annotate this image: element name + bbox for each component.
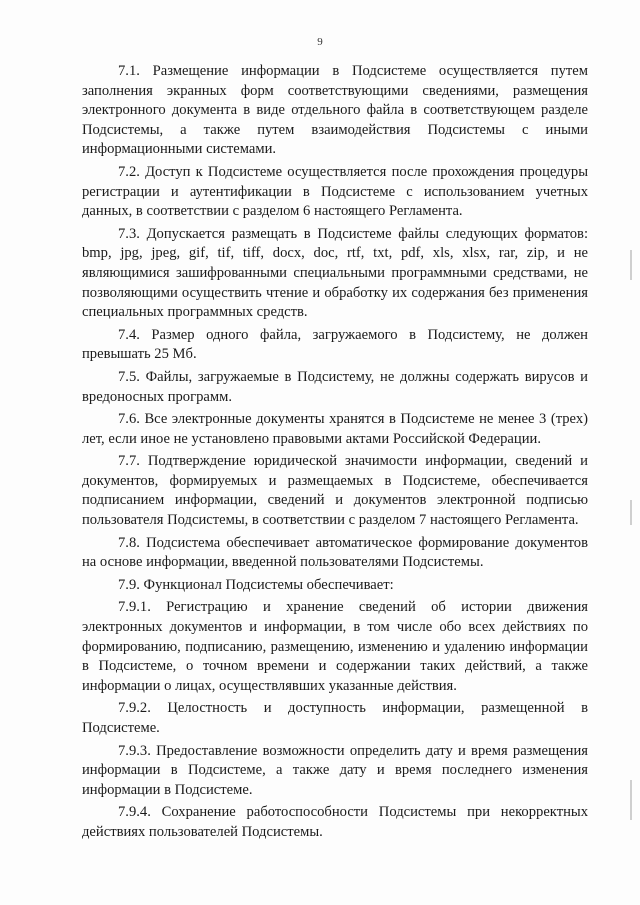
paragraph-7-9-4: 7.9.4. Сохранение работоспособности Подсистемы при некорректных действиях пользователей Подсистемы. [82,804,588,840]
document-body [82,62,588,843]
paragraph-7-9-2: 7.9.2. Целостность и доступность информации, размещенной в Подсистеме. [82,700,588,736]
paragraph-7-9-3: 7.9.3. Предоставление возможности определить дату и время размещения информации в Подсистеме, а также дату и время последнего изменения информации в Подсистеме. [82,742,588,798]
paragraph-7-6: 7.6. Все электронные документы хранятся в Подсистеме не менее 3 (трех) лет, если иное не установлено правовыми актами Российской Федерации. [82,411,588,447]
paragraph-7-1: 7.1. Размещение информации в Подсистеме осуществляется путем заполнения экранных форм соответствующими сведениями, размещения электронного документа в виде отдельного файла в соответствующем разделе Подсистемы, а также путем взаимодействия Подсистемы с иными информационными системами. [82,63,588,158]
scan-edge-mark [630,780,632,820]
paragraph-7-2: 7.2. Доступ к Подсистеме осуществляется после прохождения процедуры регистрации и аутентификации в Подсистеме с использованием учетных данных, в соответствии с разделом 6 настоящего Регламента. [82,163,588,220]
paragraph-7-5: 7.5. Файлы, загружаемые в Подсистему, не должны содержать вирусов и вредоносных программ. [82,368,588,405]
paragraph-7-4: 7.4. Размер одного файла, загружаемого в Подсистему, не должен превышать 25 Мб. [82,326,588,363]
paragraph-7-9-1: 7.9.1. Регистрацию и хранение сведений об истории движения электронных документов и информации, в том числе обо всех действиях по формированию, подписанию, размещению, изменению и удалению информации в Подсистеме, о точном времени и содержании таких действий, а также информации о лицах, осуществлявших указанные действия. [82,599,588,694]
page-number: 9 [317,36,323,48]
scan-edge-mark [630,250,632,280]
paragraph-7-3: 7.3. Допускается размещать в Подсистеме файлы следующих форматов: bmp, jpg, jpeg, gif, tif, tiff, docx, doc, rtf, txt, pdf, xls, xlsx, rar, zip, и не являющимися зашифрованными специальными программными средствами, не позволяющими осуществить чтение и обработку их содержания без применения специальных программных средств. [82,225,588,321]
paragraph-7-9: 7.9. Функционал Подсистемы обеспечивает: [118,576,394,593]
paragraph-7-8: 7.8. Подсистема обеспечивает автоматическое формирование документов на основе информации, введенной пользователями Подсистемы. [82,534,588,571]
paragraph-7-7: 7.7. Подтверждение юридической значимости информации, сведений и документов, формируемых и размещаемых в Подсистеме, обеспечивается подписанием информации, сведений и документов электронной подписью пользователя Подсистемы, в соответствии с разделом 7 настоящего Регламента. [82,453,588,529]
scan-edge-mark [630,500,632,525]
